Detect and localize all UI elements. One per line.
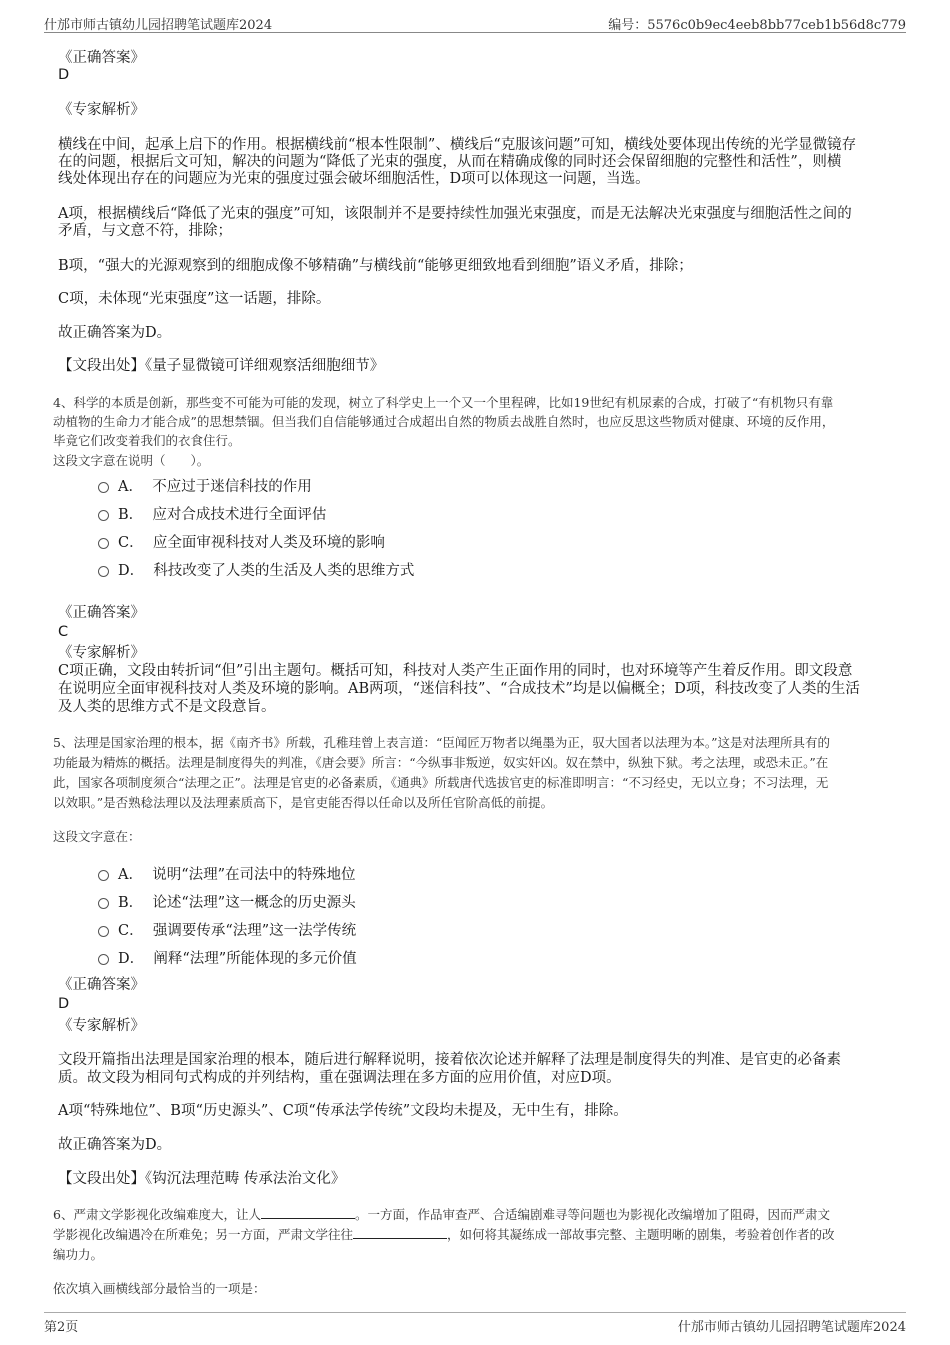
option-d-radio[interactable] (98, 566, 109, 577)
header-code-value: 5576c0b9ec4eeb8bb77ceb1b56d8c779 (647, 18, 906, 33)
question-stem-line: 此，国家各项制度须合“法理之正”。法理是官吏的必备素质，《通典》所载唐代选拔官吏的标准即明言：“不习经史，无以立身；不习法理，无 (53, 775, 829, 790)
option-text: 说明“法理”在司法中的特殊地位 (152, 867, 356, 883)
option-d-radio[interactable] (98, 954, 109, 965)
source-citation: 【文段出处】《量子显微镜可详细观察活细胞细节》 (58, 358, 385, 374)
option-text: 论述“法理”这一概念的历史源头 (152, 895, 356, 911)
question-stem-line: 以效职。”是否熟稔法理以及法理素质高下，是官吏能否得以任命以及所任官阶高低的前提。 (53, 795, 554, 810)
page-number: 第2页 (44, 1320, 79, 1335)
option-text: 应全面审视科技对人类及环境的影响 (152, 535, 385, 551)
analysis-line: A项，根据横线后“降低了光束的强度”可知，该限制并不是要持续性加强光束强度，而是无法解决光束强度与细胞活性之间的 (58, 206, 852, 222)
option-b-radio[interactable] (98, 510, 109, 521)
source-citation: 【文段出处】《钩沉法理范畴 传承法治文化》 (58, 1171, 346, 1187)
option-a[interactable] (118, 863, 356, 884)
option-c[interactable] (118, 531, 385, 552)
option-c-radio[interactable] (98, 926, 109, 937)
analysis-line: 线处体现出存在的问题应为光束的强度过强会破坏细胞活性，D项可以体现这一问题，当选。 (58, 171, 650, 187)
option-letter: D． (118, 563, 145, 579)
answer-label: 《正确答案》 (58, 605, 145, 621)
option-text: 不应过于迷信科技的作用 (152, 479, 312, 495)
question-prompt: 这段文字意在说明（ ）。 (53, 453, 210, 468)
analysis-line: 横线在中间，起承上启下的作用。根据横线前“根本性限制”、横线后“克服该问题”可知，横线处要体现出传统的光学显微镜存 (58, 137, 857, 153)
question-stem-line: 编功力。 (53, 1247, 104, 1262)
answer-value: D (58, 67, 70, 83)
option-c[interactable] (118, 919, 356, 940)
option-text: 强调要传承“法理”这一法学传统 (152, 923, 357, 939)
question-stem-line: 功能最为精炼的概括。法理是制度得失的判准，《唐会要》所言：“今纵事非叛逆，奴实奸凶。奴在禁中，纵独下狱。考之法理，或恐未正。”在 (53, 755, 829, 770)
option-b[interactable] (118, 891, 356, 912)
analysis-line: 及人类的思维方式不是文段意旨。 (58, 699, 276, 715)
analysis-line: 文段开篇指出法理是国家治理的根本，随后进行解释说明，接着依次论述并解释了法理是制度得失的判准、是官吏的必备素 (58, 1052, 841, 1068)
stem-text: 。一方面，作品审查严、合适编剧难寻等问题也为影视化改编增加了阻碍，因而严肃文 (354, 1207, 830, 1222)
answer-value: D (58, 996, 70, 1012)
option-letter: D． (118, 951, 145, 967)
question-stem-line: 5、法理是国家治理的根本，据《南齐书》所载，孔稚珪曾上表言道：“臣闻匠万物者以绳墨为正，驭大国者以法理为本。”这是对法理所具有的 (53, 735, 830, 750)
analysis-line: 故正确答案为D。 (58, 325, 172, 341)
analysis-line: 在的问题，根据后文可知，解决的问题为“降低了光束的强度，从而在精确成像的同时还会保留细胞的完整性和活性”，则横 (58, 154, 842, 170)
option-letter: A． (118, 479, 143, 495)
option-a-radio[interactable] (98, 870, 109, 881)
question-prompt: 这段文字意在： (53, 829, 141, 844)
analysis-line: C项正确，文段由转折词“但”引出主题句。概括可知，科技对人类产生正面作用的同时，也对环境等产生着反作用。即文段意 (58, 663, 853, 679)
stem-text: 6、严肃文学影视化改编难度大，让人 (53, 1207, 261, 1222)
analysis-label: 《专家解析》 (58, 1018, 145, 1034)
option-text: 阐释“法理”所能体现的多元价值 (153, 951, 357, 967)
question-stem-line (53, 1225, 835, 1244)
question-stem-line: 毕竟它们改变着我们的衣食住行。 (53, 433, 241, 448)
fill-blank[interactable] (261, 1206, 355, 1219)
option-c-radio[interactable] (98, 538, 109, 549)
analysis-line: 矛盾，与文意不符，排除； (58, 223, 232, 239)
option-text: 科技改变了人类的生活及人类的思维方式 (153, 563, 415, 579)
option-letter: C． (118, 535, 144, 551)
question-stem-line: 4、科学的本质是创新，那些变不可能为可能的发现，树立了科学史上一个又一个里程碑，比如19世纪有机尿素的合成，打破了“有机物只有靠 (53, 395, 834, 410)
question-stem-line (53, 1205, 830, 1224)
header-title: 什邡市师古镇幼儿园招聘笔试题库2024 (44, 18, 273, 33)
analysis-label: 《专家解析》 (58, 102, 145, 118)
analysis-line: B项，“强大的光源观察到的细胞成像不够精确”与横线前“能够更细致地看到细胞”语义矛盾，排除； (58, 258, 693, 274)
question-stem-line: 动植物的生命力才能合成”的思想禁锢。但当我们自信能够通过合成超出自然的物质去战胜自然时，也应反思这些物质对健康、环境的反作用， (53, 414, 835, 429)
option-d[interactable] (118, 559, 414, 580)
stem-text: 学影视化改编遇冷在所难免；另一方面，严肃文学往往 (53, 1227, 354, 1242)
analysis-line: A项“特殊地位”、B项“历史源头”、C项“传承法学传统”文段均未提及，无中生有，排除。 (58, 1103, 628, 1119)
question-prompt: 依次填入画横线部分最恰当的一项是： (53, 1281, 266, 1296)
option-text: 应对合成技术进行全面评估 (152, 507, 327, 523)
analysis-line: 质。故文段为相同句式构成的并列结构，重在强调法理在多方面的应用价值，对应D项。 (58, 1070, 621, 1086)
answer-value: C (58, 624, 69, 640)
analysis-line: C项，未体现“光束强度”这一话题，排除。 (58, 291, 331, 307)
answer-label: 《正确答案》 (58, 977, 145, 993)
option-b[interactable] (118, 503, 326, 524)
option-a-radio[interactable] (98, 482, 109, 493)
option-letter: B． (118, 507, 144, 523)
fill-blank[interactable] (353, 1226, 447, 1239)
page-header (44, 12, 906, 33)
option-letter: B． (118, 895, 144, 911)
header-code-label: 编号： (608, 18, 648, 33)
footer-title: 什邡市师古镇幼儿园招聘笔试题库2024 (677, 1320, 906, 1335)
page-footer (44, 1312, 906, 1337)
analysis-line: 在说明应全面审视科技对人类及环境的影响。AB两项，“迷信科技”、“合成技术”均是以偏概全；D项，科技改变了人类的生活 (58, 681, 860, 697)
option-letter: C． (118, 923, 144, 939)
stem-text: ，如何将其凝练成一部故事完整、主题明晰的剧集，考验着创作者的改 (447, 1227, 835, 1242)
option-d[interactable] (118, 947, 357, 968)
option-letter: A． (118, 867, 143, 883)
analysis-line: 故正确答案为D。 (58, 1137, 172, 1153)
option-b-radio[interactable] (98, 898, 109, 909)
option-a[interactable] (118, 475, 312, 496)
analysis-label: 《专家解析》 (58, 645, 145, 661)
header-code (608, 14, 906, 33)
answer-label: 《正确答案》 (58, 50, 145, 66)
